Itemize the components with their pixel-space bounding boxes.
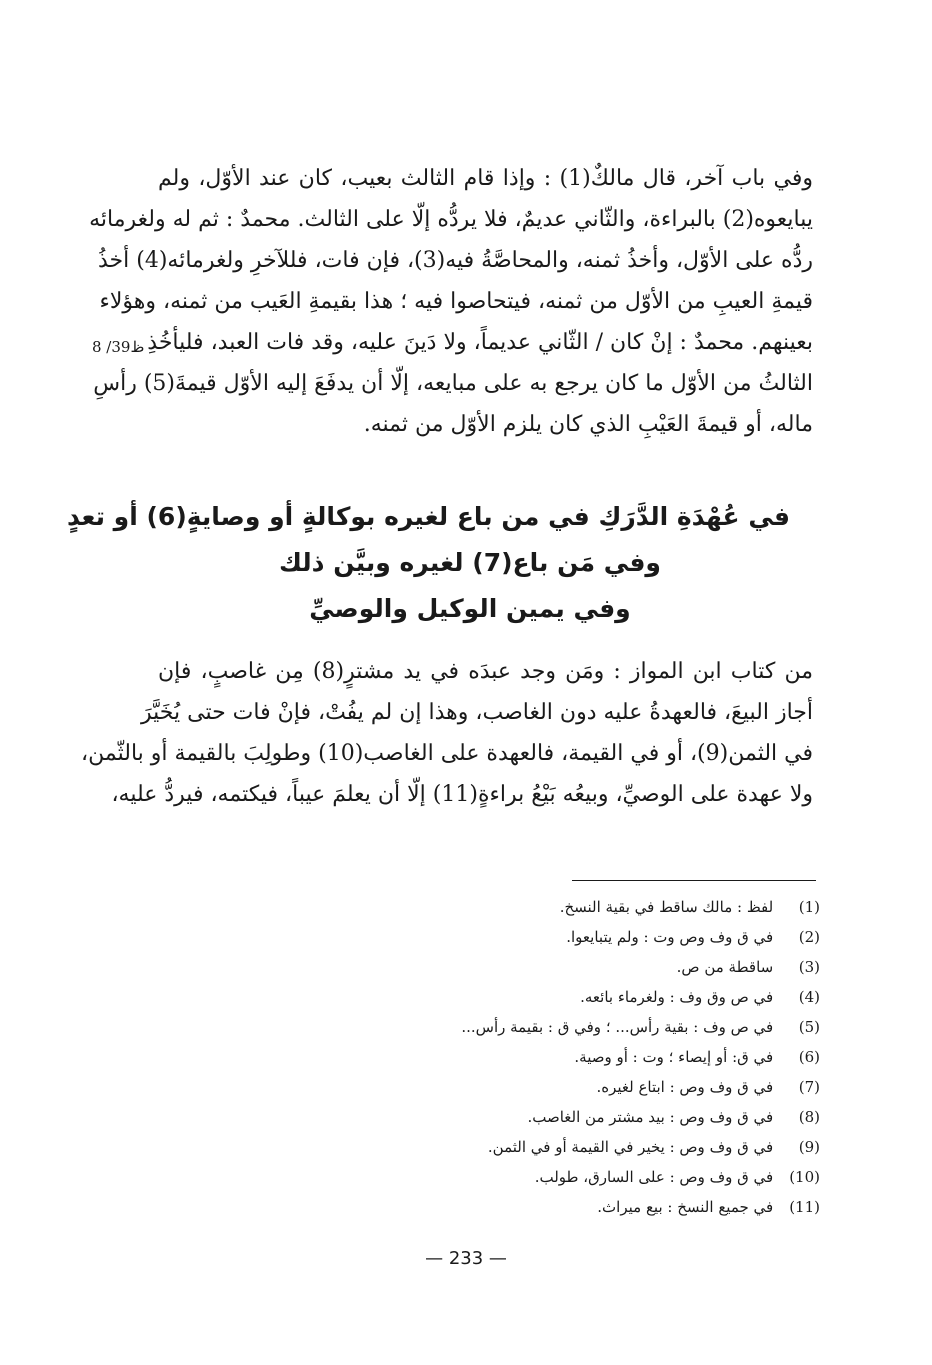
heading-line: وفي مَن باع(7) لغيره وبيَّن ذلك <box>279 548 661 577</box>
footnote-text: في ق وف وص : بيد مشتر من الغاصب. <box>527 1108 774 1126</box>
footnote <box>380 1072 820 1102</box>
body-paragraph-2 <box>81 651 813 815</box>
footnote-text: في ق وف وص : يخير في القيمة أو في الثمن. <box>487 1138 774 1156</box>
text-line: وفي باب آخر، قال مالكٌ(1) : وإذا قام الثالث بعيب، كان عند الأوّل، ولم <box>158 166 813 191</box>
footnote-number: (9) <box>798 1138 820 1156</box>
text-line: ماله، أو قيمةَ العَيْبِ الذي كان يلزم الأوّل من ثمنه. <box>363 412 813 437</box>
text-line: يبايعوه(2) بالبراءة، والثّاني عديمٌ، فلا يردُّه إلّا على الثالث. محمدٌ : ثم له ولغرمائه <box>89 207 813 232</box>
footnote-text: في ص وف : بقية رأس... ؛ وفي ق : بقيمة رأس... <box>461 1018 774 1036</box>
footnote-divider <box>572 880 816 881</box>
page-number: — 233 — <box>425 1248 507 1269</box>
footnote-number: (4) <box>798 988 820 1006</box>
footnote <box>380 1192 820 1222</box>
footnote <box>380 1162 820 1192</box>
footnote-text: ساقطة من ص. <box>676 958 774 976</box>
footnotes <box>380 892 820 1222</box>
footnote-number: (8) <box>798 1108 820 1126</box>
footnote <box>380 952 820 982</box>
footnote-number: (6) <box>798 1048 820 1066</box>
footnote <box>380 922 820 952</box>
text-line: قيمةِ العيبِ من الأوّل من ثمنه، فيتحاصوا فيه ؛ هذا بقيمةِ العَيب من ثمنه، وهؤلاء <box>99 289 813 314</box>
heading-line: في عُهْدَةِ الدَّرَكِ في من باع لغيره بوكالةٍ أو وصايةٍ(6) أو تعدٍ <box>67 502 790 531</box>
footnote-number: (1) <box>798 898 820 916</box>
footnote <box>380 982 820 1012</box>
footnote-text: في ق وف وص : ابتاع لغيره. <box>596 1078 774 1096</box>
text-line: في الثمن(9)، أو في القيمة، فالعهدة على الغاصب(10) وطولِبَ بالقيمة أو بالثّمن، <box>81 741 813 766</box>
footnote-text: في ص وق وف : ولغرماء بائعه. <box>580 988 774 1006</box>
footnote-text: في ق وف وص : على السارق، طولب. <box>534 1168 774 1186</box>
footnote-text: في جميع النسخ : بيع ميراث. <box>597 1198 774 1216</box>
manuscript-folio-marker: 8 /39ظ <box>92 338 145 356</box>
footnote-number: (10) <box>789 1168 820 1186</box>
footnote <box>380 892 820 922</box>
footnote-number: (7) <box>798 1078 820 1096</box>
text-line: ولا عهدة على الوصيِّ، وبيعُه بَيْعُ براءةٍ(11) إلّا أن يعلمَ عيباً، فيكتمه، فيردُّ عليه، <box>111 782 813 807</box>
heading-line: وفي يمين الوكيل والوصيِّ <box>309 594 631 623</box>
text-line: أجاز البيعَ، فالعهدةُ عليه دون الغاصب، وهذا إن لم يفُتْ، فإنْ فات حتى يُخَيَّرَ <box>141 700 813 725</box>
footnote-number: (2) <box>798 928 820 946</box>
footnote-text: في ق وف وص وت : ولم يتبايعوا. <box>566 928 774 946</box>
footnote <box>380 1102 820 1132</box>
footnote-number: (3) <box>798 958 820 976</box>
text-line: ردُّه على الأوّل، وأخذُ ثمنه، والمحاصَّةُ فيه(3)، فإن فات، فللآخرِ ولغرمائه(4) أخذُ <box>98 248 813 273</box>
footnote <box>380 1042 820 1072</box>
footnote-text: في ق: أو إيصاء ؛ وت : أو وصية. <box>574 1048 774 1066</box>
text-line: من كتاب ابن المواز : ومَن وجد عبدَه في يد مشترٍ(8) مِن غاصبٍ، فإن <box>158 659 813 684</box>
footnote-number: (11) <box>789 1198 820 1216</box>
footnote-number: (5) <box>798 1018 820 1036</box>
footnote <box>380 1132 820 1162</box>
section-heading <box>67 494 790 632</box>
footnote-text: لفظ : مالك ساقط في بقية النسخ. <box>559 898 774 916</box>
text-line: بعينهم. محمدٌ : إنْ كان / الثّاني عديماً، ولا دَينَ عليه، وقد فات العبد، فليأخُذِ <box>147 330 813 355</box>
text-line: الثالثُ من الأوّل ما كان يرجع به على مبايعه، إلّا أن يدفَعَ إليه الأوّل قيمةَ(5) رأسِ <box>93 371 813 396</box>
footnote <box>380 1012 820 1042</box>
